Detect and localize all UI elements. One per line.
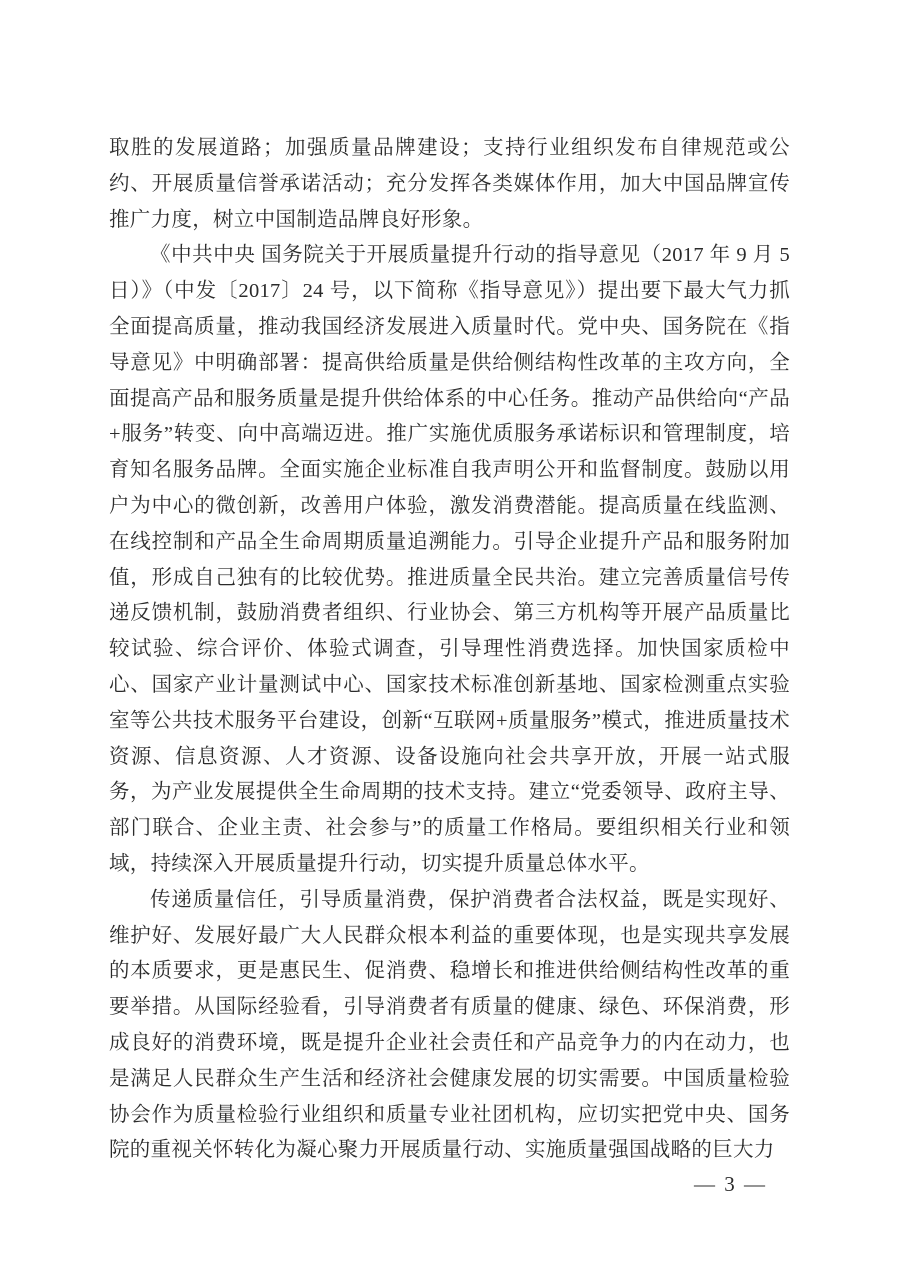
paragraph-guiding-opinions: 《中共中央 国务院关于开展质量提升行动的指导意见（2017 年 9 月 5 日）》（中发〔2017〕24 号，以下简称《指导意见》）提出要下最大气力抓全面提高质量，推动我国经济发展进入质量时代。党中央、国务院在《指导意见》中明确部署：提高供给质量是供给侧结构性改革的主攻方向，全面提高产品和服务质量是提升供给体系的中心任务。推动产品供给向“产品+服务”转变、向中高端迈进。推广实施优质服务承诺标识和管理制度，培育知名服务品牌。全面实施企业标准自我声明公开和监督制度。鼓励以用户为中心的微创新，改善用户体验，激发消费潜能。提高质量在线监测、在线控制和产品全生命周期质量追溯能力。引导企业提升产品和服务附加值，形成自己独有的比较优势。推进质量全民共治。建立完善质量信号传递反馈机制，鼓励消费者组织、行业协会、第三方机构等开展产品质量比较试验、综合评价、体验式调查，引导理性消费选择。加快国家质检中心、国家产业计量测试中心、国家技术标准创新基地、国家检测重点实验室等公共技术服务平台建设，创新“互联网+质量服务”模式，推进质量技术资源、信息资源、人才资源、设备设施向社会共享开放，开展一站式服务，为产业发展提供全生命周期的技术支持。建立“党委领导、政府主导、部门联合、企业主责、社会参与”的质量工作格局。要组织相关行业和领域，持续深入开展质量提升行动，切实提升质量总体水平。 [109, 244, 790, 875]
paragraph-continuation: 取胜的发展道路；加强质量品牌建设；支持行业组织发布自律规范或公约、开展质量信誉承诺活动；充分发挥各类媒体作用，加大中国品牌宣传推广力度，树立中国制造品牌良好形象。 [109, 137, 790, 231]
paragraph-quality-trust: 传递质量信任，引导质量消费，保护消费者合法权益，既是实现好、维护好、发展好最广大人民群众根本利益的重要体现，也是实现共享发展的本质要求，更是惠民生、促消费、稳增长和推进供给侧结构性改革的重要举措。从国际经验看，引导消费者有质量的健康、绿色、环保消费，形成良好的消费环境，既是提升企业社会责任和产品竞争力的内在动力，也是满足人民群众生产生活和经济社会健康发展的切实需要。中国质量检验协会作为质量检验行业组织和质量专业社团机构，应切实把党中央、国务院的重视关怀转化为凝心聚力开展质量行动、实施质量强国战略的巨大力 [109, 888, 790, 1162]
page-number: — 3 — [694, 1172, 767, 1196]
document-body [109, 131, 790, 1169]
